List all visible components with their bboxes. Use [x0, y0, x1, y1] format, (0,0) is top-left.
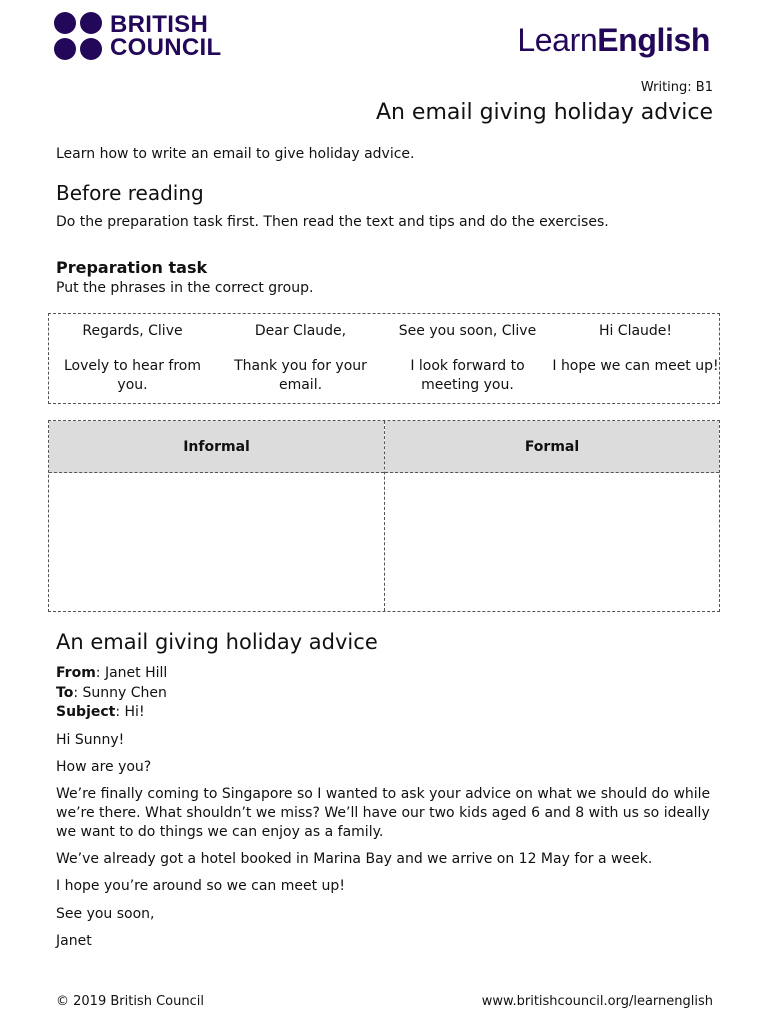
phrase-item: See you soon, Clive	[398, 323, 537, 339]
email-closing: See you soon,	[56, 906, 155, 922]
from-label: From	[56, 665, 96, 681]
email-paragraph: I hope you’re around so we can meet up!	[56, 878, 345, 894]
level-label: Writing: B1	[640, 80, 713, 95]
learnenglish-logo	[517, 22, 710, 59]
phrase-item: Hi Claude!	[598, 323, 673, 339]
phrase-box	[48, 313, 720, 404]
before-reading-text: Do the preparation task first. Then read the text and tips and do the exercises.	[56, 214, 609, 230]
subject-label: Subject	[56, 704, 116, 720]
email-to	[56, 684, 167, 703]
email-paragraph: We’ve already got a hotel booked in Marina Bay and we arrive on 12 May for a week.	[56, 851, 653, 867]
phrase-item: I hope we can meet up!	[552, 358, 719, 374]
phrase-item: Thank you for your email.	[234, 358, 367, 393]
british-council-dots-icon	[54, 12, 102, 60]
email-from	[56, 664, 167, 683]
brand-line-1: BRITISH	[110, 11, 209, 38]
phrase-item: Lovely to hear from you.	[64, 358, 201, 393]
learnenglish-logo-part1: Learn	[517, 22, 598, 58]
phrase-item: Dear Claude,	[254, 323, 347, 339]
email-signature: Janet	[56, 933, 92, 949]
footer-url[interactable]: www.britishcouncil.org/learnenglish	[481, 994, 713, 1009]
phrase-item: Regards, Clive	[82, 323, 183, 339]
email-subject	[56, 703, 145, 722]
formal-column-header: Formal	[385, 421, 719, 473]
preparation-heading: Preparation task	[56, 258, 208, 277]
preparation-instruction: Put the phrases in the correct group.	[56, 280, 314, 296]
email-heading: An email giving holiday advice	[56, 630, 378, 654]
subject-value: : Hi!	[115, 704, 145, 720]
to-label: To	[56, 685, 74, 701]
learnenglish-logo-part2: English	[597, 22, 710, 58]
footer-copyright: © 2019 British Council	[56, 994, 204, 1009]
before-reading-heading: Before reading	[56, 181, 204, 205]
from-value: : Janet Hill	[95, 665, 168, 681]
informal-column-header: Informal	[49, 421, 384, 473]
british-council-logo	[54, 12, 221, 60]
brand-wordmark	[110, 13, 221, 59]
email-greeting: Hi Sunny!	[56, 732, 125, 748]
email-paragraph: We’re finally coming to Singapore so I wanted to ask your advice on what we should do while we’re there. What shouldn’t we miss? We’ll have our two kids aged 6 and 8 with us so ideally we want to do things we can enjoy as a family.	[56, 786, 711, 840]
grouping-table	[48, 420, 720, 612]
column-divider	[384, 421, 385, 611]
to-value: : Sunny Chen	[73, 685, 167, 701]
phrase-item: I look forward to meeting you.	[410, 358, 525, 393]
page-title: An email giving holiday advice	[375, 100, 713, 125]
intro-text: Learn how to write an email to give holiday advice.	[56, 146, 415, 162]
email-paragraph: How are you?	[56, 759, 152, 775]
brand-line-2: COUNCIL	[110, 34, 222, 61]
